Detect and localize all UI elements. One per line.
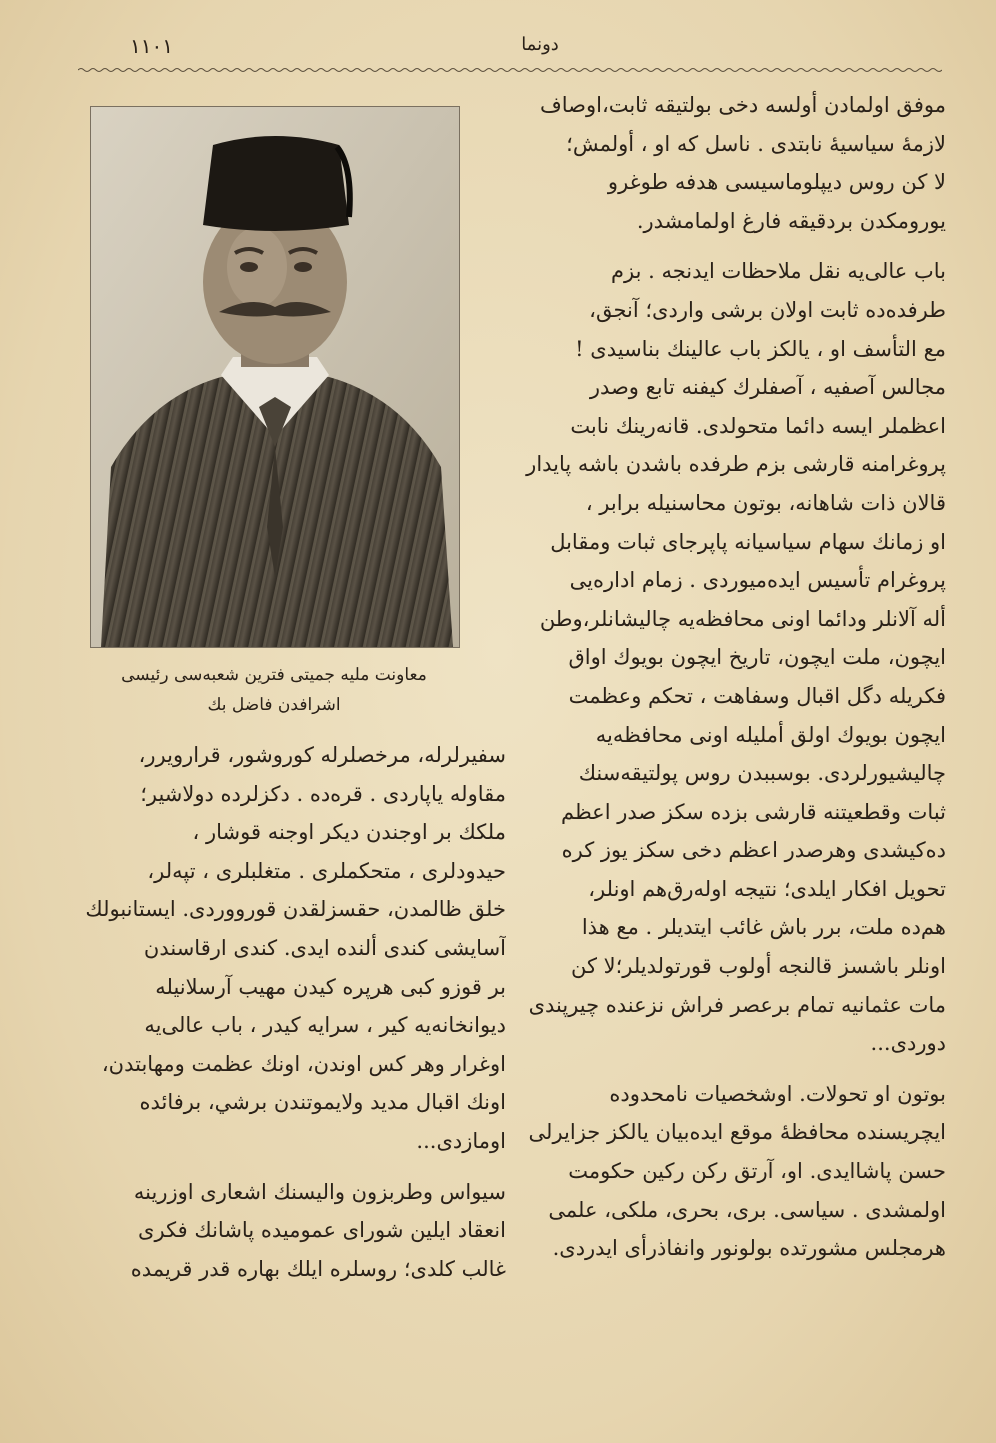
text-line: ایچون، ملت ایچون، تاریخ ایچون بویوك اواق xyxy=(568,645,946,670)
text-line: بوتون او تحولات. اوشخصیات نامحدوده xyxy=(609,1081,946,1106)
text-line: انعقاد ایلین شورای عمومیده پاشانك فکری xyxy=(138,1218,506,1243)
text-line: غالب کلدی؛ روسلره ایلك بهاره قدر قریمده xyxy=(130,1256,506,1281)
text-line: دیوانخانه‌یه کیر ، سرایه کیدر ، باب عالی‌یه xyxy=(144,1013,506,1038)
text-line: مات عثمانیه تمام برعصر فراش نزعنده چیرپندی xyxy=(528,992,946,1017)
text-line: دوردی... xyxy=(870,1031,946,1056)
text-line: اعظملر ایسه دائما متحولدی. قانه‌رینك نابت xyxy=(570,413,946,438)
text-line: آسایشی کندی ألنده ایدی. کندی ارقاسندن xyxy=(143,935,506,960)
paragraph xyxy=(516,86,946,240)
text-line: پروغرامنه قارشی بزم طرفده باشدن باشه پایدار xyxy=(526,452,946,477)
text-line: او زمانك سهام سیاسیانه پاپرجای ثبات ومقابل xyxy=(550,529,946,554)
text-line: ملکك بر اوجندن دیکر اوجنه قوشار ، xyxy=(192,820,506,845)
text-line: اونك اقبال مدید ولایموتندن برشي، برفائده xyxy=(139,1090,506,1115)
text-line: موفق اولمادن أولسه دخی بولتیقه ثابت،اوصاف xyxy=(539,93,946,117)
right-text-column xyxy=(516,86,946,1268)
text-line: لازمهٔ سیاسیهٔ نابتدی . ناسل که او ، أولمش؛ xyxy=(566,131,946,156)
text-line: باب عالی‌یه نقل ملاحظات ایدنجه . بزم xyxy=(611,259,946,284)
text-line: مجالس آصفیه ، آصفلرك کیفنه تابع وصدر xyxy=(589,375,946,400)
text-line: حیدودلری ، متحکملری . متغلبلری ، تپه‌لر، xyxy=(147,858,506,883)
text-line: ده‌کیشدی وهرصدر اعظم دخی سکز یوز کره xyxy=(561,838,946,863)
text-line: مع التأسف او ، یالکز باب عالینك بناسیدی ! xyxy=(575,336,946,361)
text-line: اولمشدی . سیاسی. بری، بحری، ملکی، علمی xyxy=(548,1197,946,1222)
caption-line: اشرافدن فاضل بك xyxy=(207,695,341,715)
header-wavy-rule xyxy=(78,66,942,74)
text-line: أله آلانلر ودائما اونی محافظه‌یه چالیشانلر،وطن xyxy=(539,606,946,631)
text-line: ایچریسنده محافظهٔ موقع ایده‌بیان یالکز جزایرلی xyxy=(528,1120,946,1145)
text-line: بر قوزو کبی هرپره کیدن مهیب آرسلانیله xyxy=(155,974,506,999)
text-line: ثبات وقطعیتنه قارشی بزده سکز صدر اعظم xyxy=(560,799,946,824)
portrait-illustration xyxy=(91,107,459,647)
text-line: پروغرام تأسیس ایده‌میوردی . زمام اداره‌یی xyxy=(569,568,946,593)
text-line: اوغرار وهر کس اوندن، اونك عظمت ومهابتدن، xyxy=(101,1051,506,1076)
text-line: قالان ذات شاهانه، بوتون محاسنیله برابر ، xyxy=(585,490,946,515)
left-text-column xyxy=(78,736,506,1288)
running-title: دونما xyxy=(521,34,559,55)
text-line: یورومکدن بردقیقه فارغ اولمامشدر. xyxy=(636,208,946,233)
text-line: اومازدی... xyxy=(416,1128,506,1153)
text-line: لا کن روس دیپلوماسیسی هدفه طوغرو xyxy=(607,170,946,195)
paragraph xyxy=(78,736,506,1161)
paragraph xyxy=(516,252,946,1062)
text-line: حسن پاشاایدی. او، آرتق رکن رکین حکومت xyxy=(568,1159,946,1184)
text-line: فکریله دگل اقبال وسفاهت ، تحکم وعظمت xyxy=(568,683,946,708)
paragraph xyxy=(516,1075,946,1268)
portrait-photo xyxy=(90,106,460,648)
portrait-caption xyxy=(90,660,458,720)
text-line: چالیشیورلردی. بوسببدن روس پولتیقه‌سنك xyxy=(578,761,946,786)
text-line: طرفده‌ده ثابت اولان برشی واردی؛ آنجق، xyxy=(589,297,946,322)
text-line: هم‌ده ملت، برر باش غائب ایتدیلر . مع هذا xyxy=(581,915,946,940)
caption-line: معاونت ملیه جمیتی فترین شعبه‌سی رئیسی xyxy=(121,665,427,685)
text-line: اونلر باشسز قالنجه أولوب قورتولدیلر؛لا کن xyxy=(570,954,946,979)
text-line: هرمجلس مشورتده بولونور وانفاذرأی ایدردی. xyxy=(552,1236,946,1261)
text-line: سفیرلرله، مرخصلرله کوروشور، قرارویرر، xyxy=(138,743,506,767)
page-header xyxy=(80,28,940,64)
page-number: ۱۱۰۱ xyxy=(130,34,173,58)
text-line: خلق ظالمدن، حقسزلقدن قورووردی. ایستانبولك xyxy=(85,897,506,922)
text-line: تحویل افکار ایلدی؛ نتیجه اوله‌رق‌هم اونلر، xyxy=(588,876,946,901)
text-line: سیواس وطربزون والیسنك اشعاری اوزرینه xyxy=(133,1179,506,1204)
text-line: مقاوله یاپاردی . قره‌ده . دکزلرده دولاشیر؛ xyxy=(140,781,506,806)
paragraph xyxy=(78,1173,506,1289)
text-line: ایچون بویوك اولق أملیله اونی محافظه‌یه xyxy=(595,722,946,747)
